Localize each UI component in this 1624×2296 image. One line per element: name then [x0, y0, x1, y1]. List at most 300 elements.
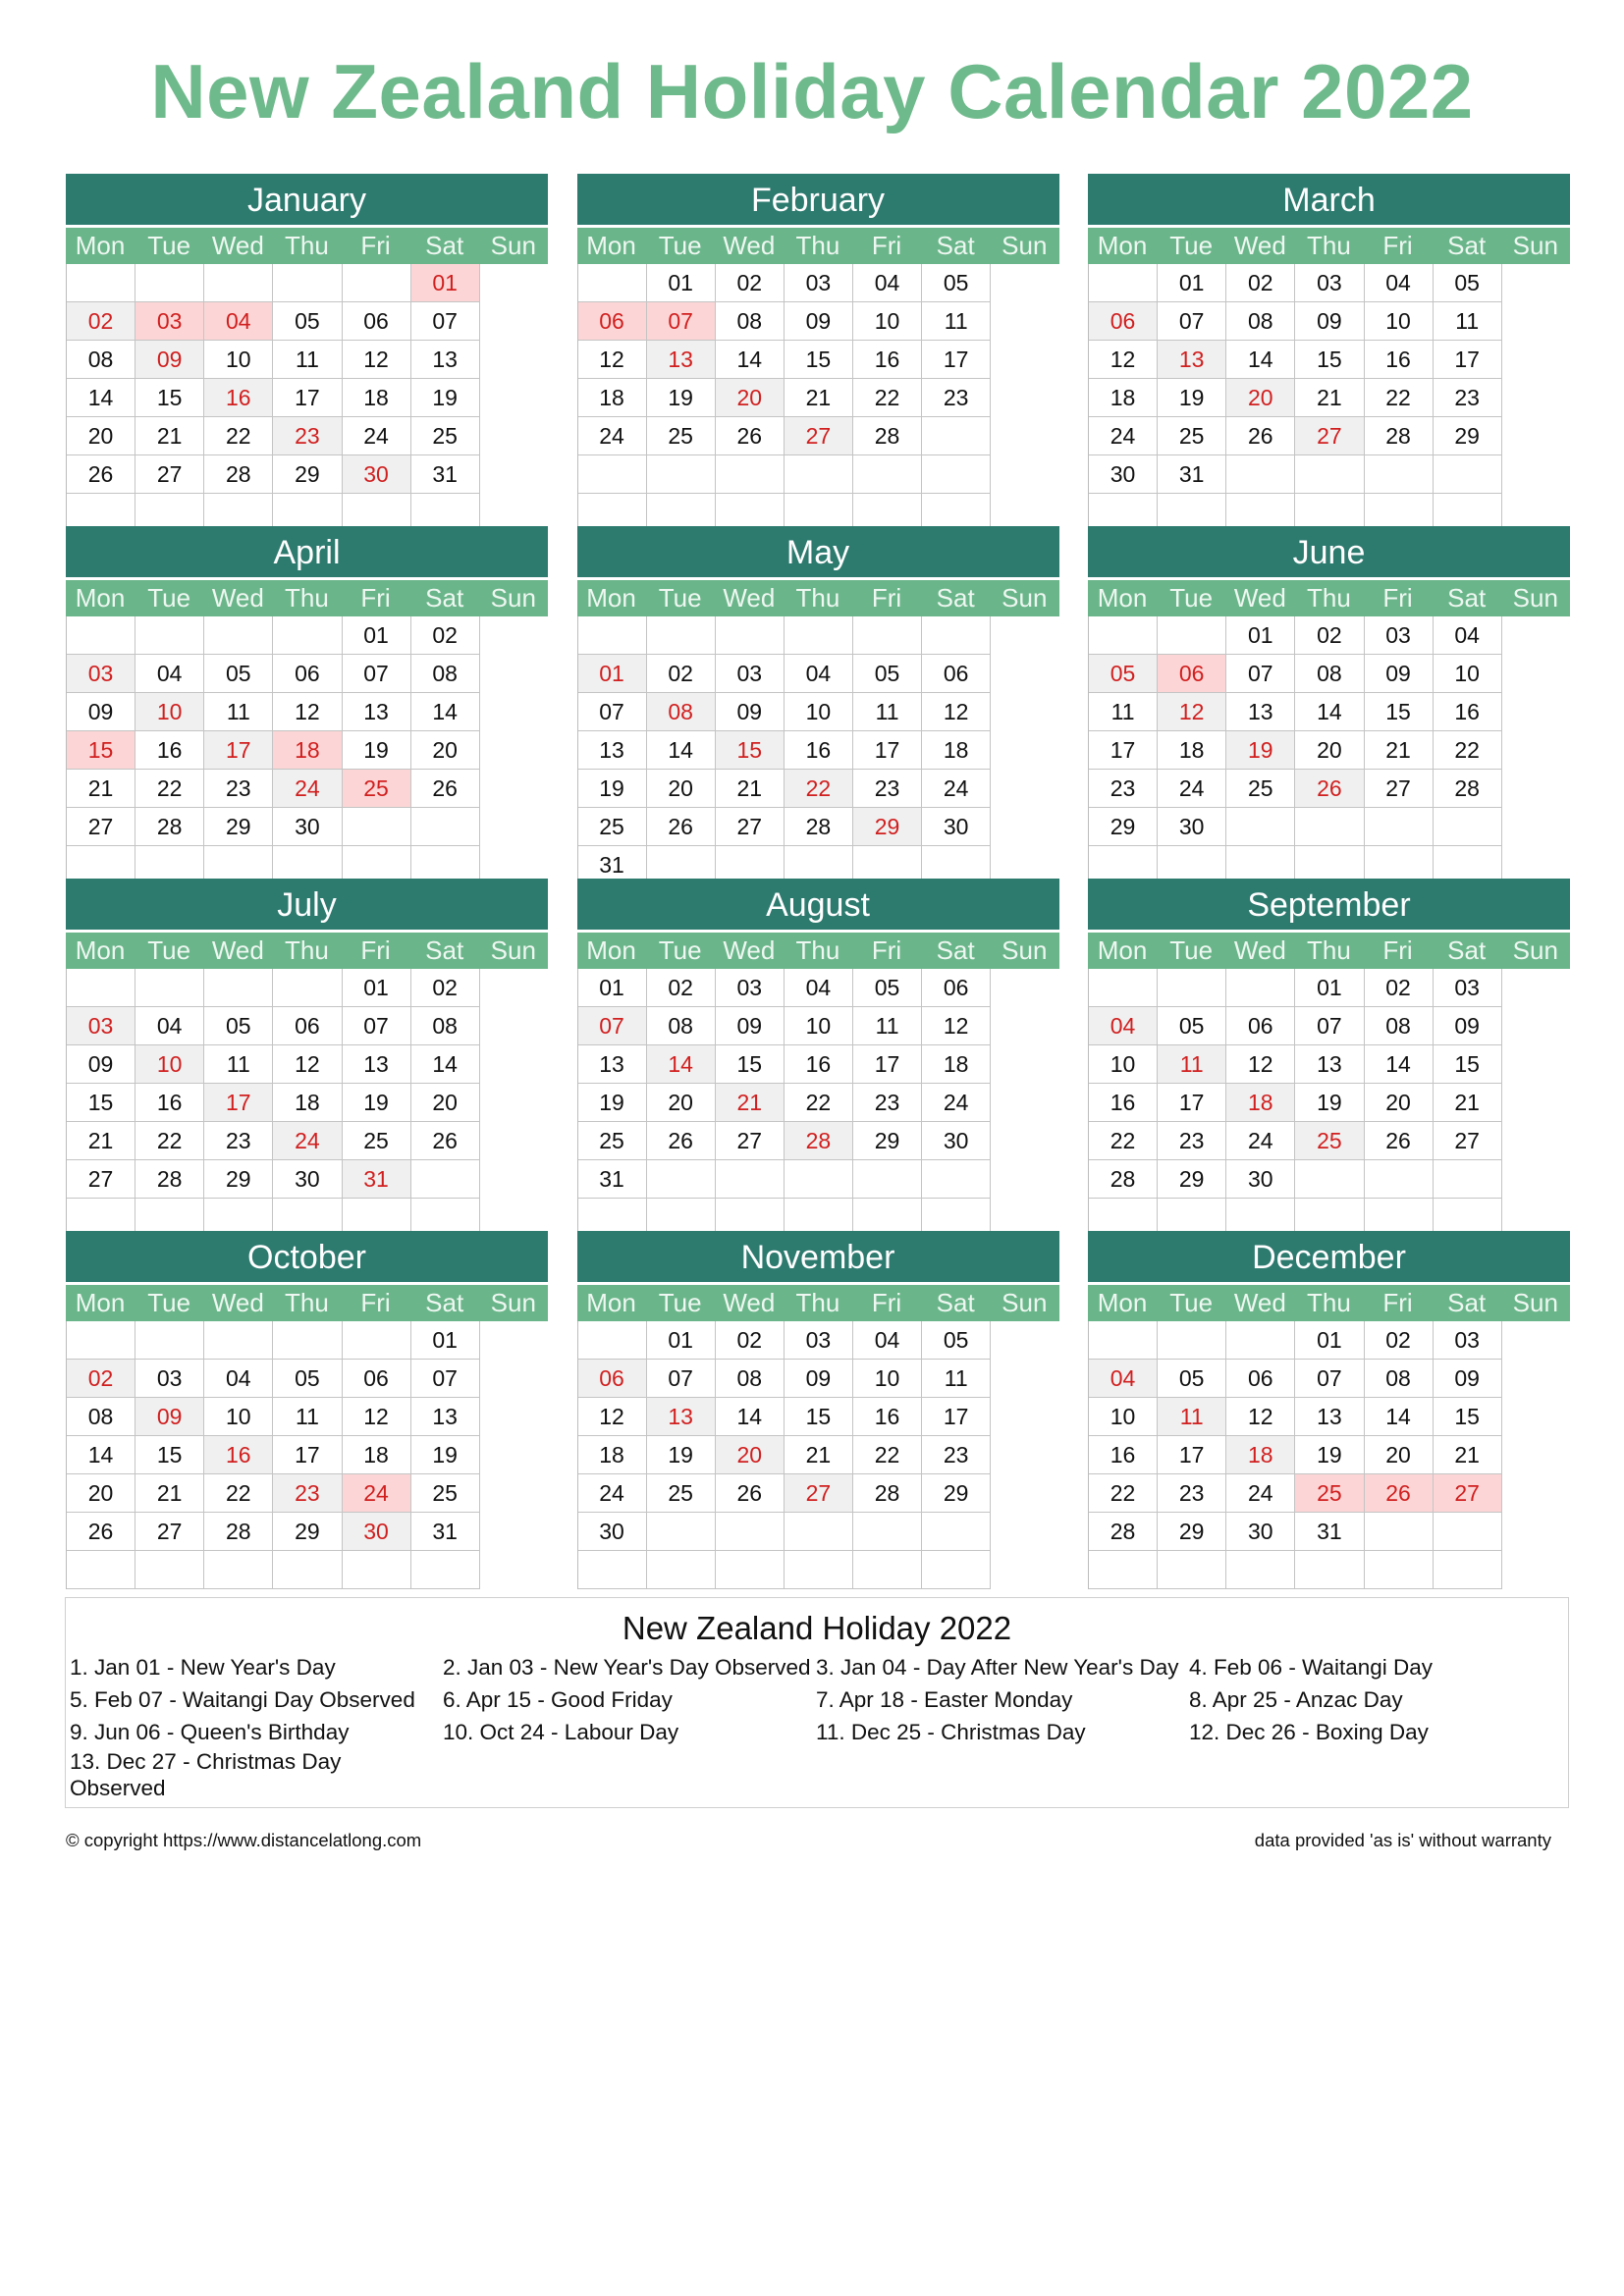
day-cell: 18 [578, 1436, 647, 1474]
day-cell: 22 [135, 770, 204, 808]
day-cell: 17 [204, 1084, 273, 1122]
day-cell: 20 [411, 731, 480, 770]
weekday-label: Sun [1512, 935, 1558, 965]
day-cell: 16 [785, 731, 853, 770]
day-cell: 19 [578, 770, 647, 808]
empty-cell [67, 1321, 135, 1360]
weekday-label: Fri [871, 1288, 902, 1317]
day-grid [577, 1321, 1059, 1589]
weekday-label: Mon [75, 1288, 126, 1317]
day-cell: 03 [135, 302, 204, 341]
legend-item: 6. Apr 15 - Good Friday [443, 1687, 673, 1712]
day-cell: 17 [922, 1398, 991, 1436]
empty-cell [647, 616, 716, 655]
weekday-label: Tue [1169, 231, 1214, 260]
day-cell: 18 [578, 379, 647, 417]
day-cell: 11 [273, 341, 342, 379]
day-cell: 20 [1365, 1084, 1434, 1122]
day-cell: 17 [1089, 731, 1158, 770]
day-cell: 14 [716, 341, 785, 379]
day-cell: 02 [1295, 616, 1364, 655]
empty-cell [135, 1321, 204, 1360]
day-cell: 17 [273, 1436, 342, 1474]
empty-cell [343, 1551, 411, 1589]
day-cell: 20 [1226, 379, 1295, 417]
day-cell: 29 [273, 455, 342, 494]
empty-cell [411, 808, 480, 846]
day-cell: 27 [716, 1122, 785, 1160]
day-cell: 22 [853, 379, 922, 417]
empty-cell [1089, 969, 1158, 1007]
day-cell: 15 [1365, 693, 1434, 731]
day-cell: 12 [578, 1398, 647, 1436]
day-cell: 08 [411, 1007, 480, 1045]
day-cell: 20 [647, 1084, 716, 1122]
weekday-label: Thu [795, 1288, 840, 1317]
day-cell: 14 [647, 1045, 716, 1084]
day-grid [577, 264, 1059, 532]
day-cell: 08 [1226, 302, 1295, 341]
day-cell: 10 [853, 302, 922, 341]
day-cell: 01 [578, 655, 647, 693]
empty-cell [1434, 1513, 1502, 1551]
day-cell: 21 [1434, 1436, 1502, 1474]
day-cell: 09 [1434, 1007, 1502, 1045]
day-cell: 07 [1295, 1360, 1364, 1398]
month-november [577, 1231, 1059, 1589]
weekday-header [66, 580, 548, 616]
day-cell: 03 [1434, 969, 1502, 1007]
day-cell: 08 [1365, 1360, 1434, 1398]
day-cell: 18 [273, 731, 342, 770]
empty-cell [1226, 808, 1295, 846]
day-cell: 06 [273, 1007, 342, 1045]
day-cell: 31 [343, 1160, 411, 1199]
day-cell: 24 [273, 770, 342, 808]
day-cell: 02 [716, 264, 785, 302]
day-cell: 11 [1158, 1045, 1226, 1084]
day-cell: 21 [135, 1474, 204, 1513]
weekday-label: Mon [586, 935, 636, 965]
day-cell: 25 [1295, 1474, 1364, 1513]
day-cell: 24 [273, 1122, 342, 1160]
empty-cell [853, 455, 922, 494]
day-cell: 11 [1089, 693, 1158, 731]
holiday-legend [65, 1597, 1569, 1808]
day-cell: 26 [716, 1474, 785, 1513]
weekday-label: Fri [360, 935, 391, 965]
day-cell: 29 [273, 1513, 342, 1551]
weekday-label: Sat [936, 583, 975, 613]
empty-cell [647, 1160, 716, 1199]
day-cell: 01 [343, 969, 411, 1007]
weekday-label: Tue [658, 583, 702, 613]
day-cell: 20 [716, 379, 785, 417]
weekday-label: Mon [75, 231, 126, 260]
day-cell: 07 [578, 1007, 647, 1045]
day-cell: 21 [1365, 731, 1434, 770]
day-cell: 15 [67, 1084, 135, 1122]
day-cell: 18 [922, 731, 991, 770]
day-cell: 24 [578, 417, 647, 455]
empty-cell [1226, 1551, 1295, 1589]
day-cell: 29 [204, 808, 273, 846]
day-cell: 23 [853, 1084, 922, 1122]
day-cell: 20 [411, 1084, 480, 1122]
empty-cell [204, 969, 273, 1007]
day-cell: 01 [1158, 264, 1226, 302]
day-cell: 22 [1434, 731, 1502, 770]
day-cell: 23 [853, 770, 922, 808]
day-cell: 11 [853, 693, 922, 731]
day-cell: 27 [716, 808, 785, 846]
day-cell: 13 [647, 341, 716, 379]
legend-item: 1. Jan 01 - New Year's Day [70, 1655, 336, 1680]
weekday-label: Sun [1001, 583, 1048, 613]
day-cell: 19 [578, 1084, 647, 1122]
day-cell: 28 [853, 1474, 922, 1513]
day-cell: 06 [578, 302, 647, 341]
month-title: July [66, 879, 548, 930]
day-cell: 09 [785, 1360, 853, 1398]
weekday-label: Wed [211, 231, 264, 260]
day-cell: 05 [922, 264, 991, 302]
day-cell: 02 [716, 1321, 785, 1360]
day-cell: 29 [922, 1474, 991, 1513]
day-cell: 23 [273, 1474, 342, 1513]
weekday-label: Wed [1233, 935, 1286, 965]
day-cell: 13 [578, 731, 647, 770]
day-cell: 06 [1226, 1360, 1295, 1398]
empty-cell [1295, 808, 1364, 846]
weekday-label: Thu [1307, 935, 1351, 965]
weekday-label: Wed [211, 935, 264, 965]
empty-cell [785, 1551, 853, 1589]
weekday-header [1088, 933, 1570, 969]
weekday-label: Fri [1382, 231, 1413, 260]
empty-cell [1434, 1551, 1502, 1589]
day-cell: 03 [716, 969, 785, 1007]
empty-cell [1365, 808, 1434, 846]
weekday-label: Tue [1169, 935, 1214, 965]
day-cell: 18 [922, 1045, 991, 1084]
day-cell: 29 [1158, 1513, 1226, 1551]
day-cell: 26 [1365, 1122, 1434, 1160]
day-cell: 28 [204, 1513, 273, 1551]
empty-cell [853, 1513, 922, 1551]
day-cell: 23 [204, 1122, 273, 1160]
day-cell: 03 [135, 1360, 204, 1398]
empty-cell [578, 264, 647, 302]
day-cell: 15 [1295, 341, 1364, 379]
day-cell: 11 [1158, 1398, 1226, 1436]
weekday-label: Fri [871, 583, 902, 613]
empty-cell [716, 1551, 785, 1589]
weekday-label: Tue [658, 935, 702, 965]
day-cell: 13 [1295, 1398, 1364, 1436]
day-cell: 04 [853, 264, 922, 302]
empty-cell [1434, 455, 1502, 494]
day-cell: 20 [1365, 1436, 1434, 1474]
empty-cell [1365, 455, 1434, 494]
day-cell: 27 [67, 808, 135, 846]
day-cell: 16 [204, 1436, 273, 1474]
weekday-label: Thu [285, 935, 329, 965]
day-cell: 28 [135, 808, 204, 846]
empty-cell [647, 1551, 716, 1589]
empty-cell [785, 1160, 853, 1199]
day-cell: 30 [578, 1513, 647, 1551]
day-cell: 30 [273, 808, 342, 846]
weekday-label: Sun [490, 935, 536, 965]
month-december [1088, 1231, 1570, 1589]
month-title: May [577, 526, 1059, 577]
day-cell: 11 [922, 302, 991, 341]
empty-cell [853, 1160, 922, 1199]
day-cell: 07 [343, 655, 411, 693]
weekday-label: Sun [1512, 1288, 1558, 1317]
day-cell: 05 [273, 302, 342, 341]
month-april [66, 526, 548, 884]
day-cell: 26 [67, 455, 135, 494]
day-cell: 13 [1226, 693, 1295, 731]
weekday-label: Sat [936, 231, 975, 260]
day-cell: 04 [1434, 616, 1502, 655]
month-may [577, 526, 1059, 884]
empty-cell [922, 1513, 991, 1551]
day-cell: 22 [204, 1474, 273, 1513]
weekday-header [66, 933, 548, 969]
day-cell: 16 [1089, 1436, 1158, 1474]
empty-cell [716, 1160, 785, 1199]
empty-cell [1089, 1551, 1158, 1589]
day-cell: 31 [578, 1160, 647, 1199]
day-cell: 27 [135, 1513, 204, 1551]
day-cell: 25 [343, 770, 411, 808]
day-cell: 06 [578, 1360, 647, 1398]
day-cell: 19 [1158, 379, 1226, 417]
day-cell: 30 [1226, 1513, 1295, 1551]
day-cell: 12 [1226, 1398, 1295, 1436]
weekday-label: Fri [1382, 935, 1413, 965]
legend-item: 2. Jan 03 - New Year's Day Observed [443, 1655, 811, 1680]
day-cell: 19 [411, 1436, 480, 1474]
day-cell: 22 [785, 1084, 853, 1122]
day-cell: 26 [647, 808, 716, 846]
month-title: June [1088, 526, 1570, 577]
empty-cell [343, 808, 411, 846]
day-cell: 02 [1365, 1321, 1434, 1360]
day-cell: 28 [785, 808, 853, 846]
month-title: April [66, 526, 548, 577]
empty-cell [922, 616, 991, 655]
day-cell: 02 [1365, 969, 1434, 1007]
weekday-label: Fri [360, 1288, 391, 1317]
day-cell: 12 [273, 1045, 342, 1084]
day-cell: 04 [135, 655, 204, 693]
weekday-header [66, 1285, 548, 1321]
empty-cell [1158, 969, 1226, 1007]
weekday-label: Sun [1512, 583, 1558, 613]
day-cell: 23 [1434, 379, 1502, 417]
day-cell: 11 [273, 1398, 342, 1436]
weekday-label: Sun [1001, 1288, 1048, 1317]
day-cell: 04 [204, 302, 273, 341]
day-cell: 03 [785, 1321, 853, 1360]
day-cell: 17 [922, 341, 991, 379]
day-cell: 01 [343, 616, 411, 655]
empty-cell [578, 455, 647, 494]
weekday-header [1088, 1285, 1570, 1321]
day-cell: 14 [716, 1398, 785, 1436]
weekday-label: Mon [586, 231, 636, 260]
day-cell: 16 [853, 1398, 922, 1436]
day-cell: 28 [1089, 1513, 1158, 1551]
day-cell: 04 [135, 1007, 204, 1045]
day-cell: 10 [785, 693, 853, 731]
weekday-label: Wed [723, 583, 776, 613]
empty-cell [1295, 1551, 1364, 1589]
day-cell: 30 [922, 1122, 991, 1160]
day-cell: 21 [785, 379, 853, 417]
day-cell: 26 [1226, 417, 1295, 455]
empty-cell [204, 1551, 273, 1589]
empty-cell [647, 1513, 716, 1551]
day-cell: 26 [411, 770, 480, 808]
day-cell: 29 [204, 1160, 273, 1199]
month-title: February [577, 174, 1059, 225]
day-cell: 29 [1089, 808, 1158, 846]
day-cell: 25 [578, 1122, 647, 1160]
day-cell: 09 [1365, 655, 1434, 693]
empty-cell [647, 455, 716, 494]
weekday-label: Sun [1001, 935, 1048, 965]
day-cell: 13 [1158, 341, 1226, 379]
weekday-label: Sat [425, 231, 464, 260]
day-cell: 08 [647, 693, 716, 731]
day-cell: 25 [343, 1122, 411, 1160]
day-cell: 09 [1295, 302, 1364, 341]
day-grid [1088, 969, 1570, 1237]
legend-title: New Zealand Holiday 2022 [622, 1610, 1012, 1646]
day-cell: 17 [1158, 1436, 1226, 1474]
day-cell: 27 [785, 417, 853, 455]
empty-cell [67, 616, 135, 655]
day-cell: 10 [1089, 1398, 1158, 1436]
day-cell: 21 [1295, 379, 1364, 417]
day-cell: 12 [922, 1007, 991, 1045]
weekday-label: Sat [1447, 231, 1487, 260]
day-cell: 28 [135, 1160, 204, 1199]
day-cell: 21 [67, 770, 135, 808]
month-june [1088, 526, 1570, 884]
day-cell: 22 [204, 417, 273, 455]
day-cell: 24 [1226, 1474, 1295, 1513]
weekday-label: Sun [490, 1288, 536, 1317]
month-title: October [66, 1231, 548, 1282]
day-cell: 19 [647, 1436, 716, 1474]
day-grid [66, 264, 548, 532]
day-cell: 03 [1365, 616, 1434, 655]
day-cell: 24 [578, 1474, 647, 1513]
day-cell: 13 [578, 1045, 647, 1084]
day-cell: 03 [1295, 264, 1364, 302]
day-cell: 28 [1089, 1160, 1158, 1199]
day-cell: 05 [273, 1360, 342, 1398]
empty-cell [1089, 1321, 1158, 1360]
day-cell: 11 [853, 1007, 922, 1045]
day-cell: 18 [1158, 731, 1226, 770]
empty-cell [204, 1321, 273, 1360]
day-cell: 12 [273, 693, 342, 731]
weekday-label: Thu [285, 1288, 329, 1317]
day-cell: 15 [135, 1436, 204, 1474]
day-cell: 23 [1089, 770, 1158, 808]
day-cell: 02 [647, 969, 716, 1007]
day-cell: 21 [716, 1084, 785, 1122]
weekday-label: Mon [586, 583, 636, 613]
empty-cell [1434, 1160, 1502, 1199]
day-cell: 27 [1295, 417, 1364, 455]
weekday-label: Thu [285, 231, 329, 260]
day-cell: 01 [1295, 969, 1364, 1007]
day-cell: 10 [1434, 655, 1502, 693]
day-cell: 22 [785, 770, 853, 808]
day-cell: 18 [1226, 1084, 1295, 1122]
day-cell: 06 [343, 302, 411, 341]
weekday-label: Sat [1447, 935, 1487, 965]
legend-item: 3. Jan 04 - Day After New Year's Day [816, 1655, 1179, 1680]
empty-cell [716, 616, 785, 655]
day-cell: 25 [578, 808, 647, 846]
day-cell: 27 [1434, 1474, 1502, 1513]
day-cell: 01 [1226, 616, 1295, 655]
day-cell: 13 [411, 1398, 480, 1436]
day-cell: 07 [411, 1360, 480, 1398]
day-cell: 12 [1226, 1045, 1295, 1084]
empty-cell [785, 1513, 853, 1551]
day-cell: 13 [343, 693, 411, 731]
empty-cell [273, 1321, 342, 1360]
day-cell: 18 [1089, 379, 1158, 417]
day-cell: 02 [1226, 264, 1295, 302]
legend-item: 8. Apr 25 - Anzac Day [1189, 1687, 1403, 1712]
day-cell: 31 [1158, 455, 1226, 494]
empty-cell [1226, 969, 1295, 1007]
day-cell: 05 [1434, 264, 1502, 302]
day-grid [66, 1321, 548, 1589]
day-cell: 08 [716, 1360, 785, 1398]
weekday-label: Sat [425, 1288, 464, 1317]
day-cell: 05 [1089, 655, 1158, 693]
empty-cell [785, 455, 853, 494]
day-cell: 25 [1295, 1122, 1364, 1160]
day-cell: 31 [411, 455, 480, 494]
day-cell: 20 [647, 770, 716, 808]
day-cell: 15 [1434, 1045, 1502, 1084]
day-cell: 09 [785, 302, 853, 341]
day-cell: 02 [411, 969, 480, 1007]
weekday-label: Sat [936, 1288, 975, 1317]
day-cell: 22 [853, 1436, 922, 1474]
page-title: New Zealand Holiday Calendar 2022 [150, 48, 1474, 134]
day-cell: 01 [647, 264, 716, 302]
empty-cell [273, 1551, 342, 1589]
day-cell: 13 [647, 1398, 716, 1436]
day-cell: 23 [922, 1436, 991, 1474]
legend-item: 10. Oct 24 - Labour Day [443, 1720, 679, 1744]
day-cell: 28 [1434, 770, 1502, 808]
